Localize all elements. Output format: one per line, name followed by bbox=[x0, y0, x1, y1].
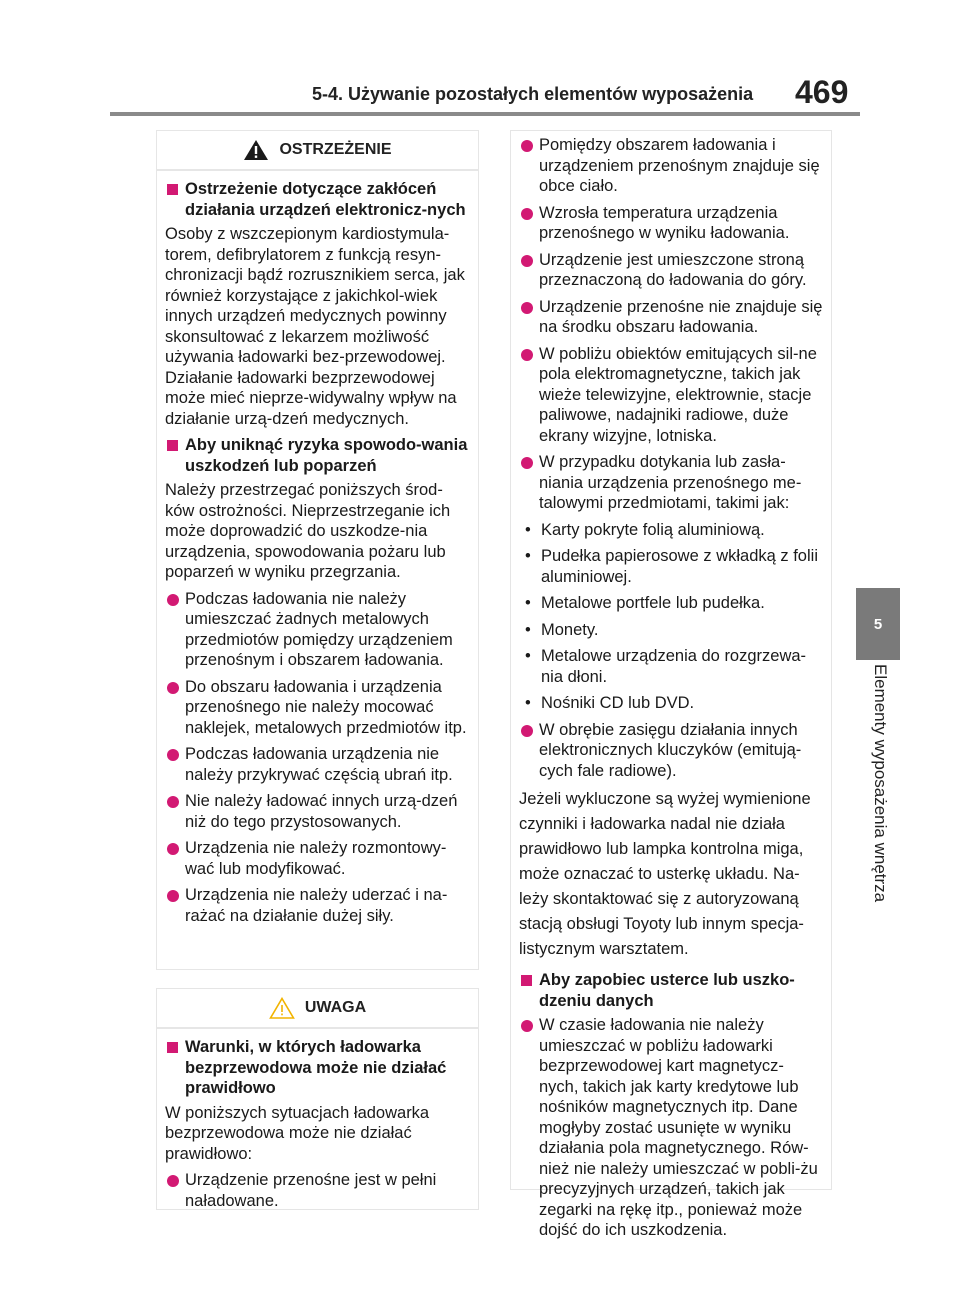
circle-bullet-icon bbox=[167, 796, 179, 808]
list-item bbox=[165, 791, 470, 832]
square-bullet-icon bbox=[521, 975, 532, 986]
notice-box bbox=[156, 988, 479, 1210]
heading-text: Ostrzeżenie dotyczące zakłóceń działania urządzeń elektronicz-nych bbox=[185, 180, 466, 219]
circle-bullet-icon bbox=[521, 457, 533, 469]
list-item bbox=[519, 344, 823, 447]
continuation-section-heading bbox=[519, 970, 823, 1011]
list-item bbox=[165, 885, 470, 926]
dot-bullet: • bbox=[525, 520, 531, 539]
page-number: 469 bbox=[795, 74, 849, 110]
list-item bbox=[165, 744, 470, 785]
list-item-text: Urządzenia nie należy rozmontowy-wać lub modyfikować. bbox=[185, 839, 447, 878]
notice-title: UWAGA bbox=[304, 998, 367, 1016]
page-header bbox=[300, 74, 860, 110]
square-bullet-icon bbox=[167, 440, 178, 451]
dot-bullet: • bbox=[525, 694, 531, 712]
circle-bullet-icon bbox=[521, 349, 533, 361]
list-item-text: Pomiędzy obszarem ładowania i urządzeniem przenośnym znajduje się obce ciało. bbox=[539, 136, 820, 195]
list-item-text: W przypadku dotykania lub zasła-niania urządzenia przenośnego me-talowymi przedmiotami, takimi jak: bbox=[539, 453, 802, 512]
sub-list-item bbox=[519, 693, 823, 714]
header-rule bbox=[110, 112, 860, 116]
dot-bullet: • bbox=[525, 547, 531, 565]
notice-paragraph: W poniższych sytuacjach ładowarka bezprzewodowa może nie działać prawidłowo: bbox=[165, 1103, 430, 1163]
list-item-text: W pobliżu obiektów emitujących sil-ne pola elektromagnetyczne, takich jak wieże telewizyjne, elektrownie, stacje paliwowe, nadajniki radiowe, duże ekrany wizyjne, lotniska. bbox=[539, 344, 817, 445]
list-item bbox=[165, 1170, 470, 1211]
chapter-number: 5 bbox=[873, 615, 883, 633]
list-item bbox=[519, 250, 823, 291]
warning-section-heading bbox=[165, 435, 470, 476]
circle-bullet-icon bbox=[521, 255, 533, 267]
list-item-text: Wzrosła temperatura urządzenia przenośnego w wyniku ładowania. bbox=[539, 203, 790, 242]
sub-list-item-text: Metalowe urządzenia do rozgrzewa-nia dłoni. bbox=[541, 647, 807, 686]
list-item-text: W czasie ładowania nie należy umieszczać w pobliżu ładowarki bezprzewodowej kart magnetycz-nych, takich jak karty kredytowe lub nośników magnetycznych itp. Dane mogłyby zostać usunięte w wyniku działania pola magnetycznego. Rów-nież nie należy umieszczać w pobli-żu precyzyjnych urządzeń, takich jak zegarki na rękę itp., ponieważ może dojść do ich uszkodzenia. bbox=[539, 1016, 818, 1239]
caution-triangle-icon bbox=[269, 997, 295, 1019]
circle-bullet-icon bbox=[167, 749, 179, 761]
list-item-text: Urządzenie przenośne nie znajduje się na środku obszaru ładowania. bbox=[539, 297, 823, 336]
dot-bullet: • bbox=[525, 594, 531, 612]
list-item-text: W obrębie zasięgu działania innych elektronicznych kluczyków (emitują-cych fale radiowe). bbox=[539, 720, 802, 780]
heading-text: Aby zapobiec usterce lub uszko-dzeniu danych bbox=[539, 971, 795, 1010]
warning-title: OSTRZEŻENIE bbox=[279, 140, 392, 158]
list-item bbox=[519, 452, 823, 514]
heading-text: Aby uniknąć ryzyka spowodo-wania uszkodzeń lub poparzeń bbox=[185, 436, 468, 475]
sub-list-item-text: Pudełka papierosowe z wkładką z folii aluminiowej. bbox=[541, 547, 818, 586]
circle-bullet-icon bbox=[167, 682, 179, 694]
warning-paragraph: Należy przestrzegać poniższych środ-ków ostrożności. Nieprzestrzeganie ich może doprowadzić do uszkodze-nia urządzenia, spowodowania pożaru lub poparzeń w wyniku przegrzania. bbox=[165, 481, 451, 581]
circle-bullet-icon bbox=[167, 890, 179, 902]
sub-list-item-text: Karty pokryte folią aluminiową. bbox=[541, 520, 765, 539]
section-title: 5-4. Używanie pozostałych elementów wyposażenia bbox=[312, 84, 754, 104]
warning-paragraph: Osoby z wszczepionym kardiostymula-torem, defibrylatorem z funkcją resyn-chronizacji bądź rozrusznikiem serca, jak również korzystające z jakichkol-wiek innych urządzeń medycznych powinny skonsultować z lekarzem możliwość używania ładowarki bez-przewodowej. Działanie ładowarki bezprzewodowej może mieć nieprze-widywalny wpływ na działanie urzą-dzeń medycznych. bbox=[165, 225, 465, 428]
sub-list-item-text: Nośniki CD lub DVD. bbox=[541, 694, 695, 712]
list-item-text: Urządzenie jest umieszczone stroną przeznaczoną do ładowania do góry. bbox=[539, 250, 807, 289]
circle-bullet-icon bbox=[521, 1020, 533, 1032]
list-item bbox=[519, 203, 823, 244]
list-item bbox=[519, 1015, 823, 1241]
list-item bbox=[165, 838, 470, 879]
chapter-label: Elementy wyposażenia wnętrza bbox=[871, 664, 890, 903]
list-item bbox=[519, 297, 823, 338]
list-item-text: Podczas ładowania nie należy umieszczać żadnych metalowych przedmiotów pomiędzy urządzeniem przenośnym i obszarem ładowania. bbox=[185, 589, 453, 669]
sub-list-item-text: Metalowe portfele lub pudełka. bbox=[541, 594, 765, 612]
warning-header bbox=[157, 131, 478, 171]
dot-bullet: • bbox=[525, 647, 531, 665]
circle-bullet-icon bbox=[167, 843, 179, 855]
sub-list-item bbox=[519, 620, 823, 641]
notice-continuation-box bbox=[510, 130, 832, 1239]
list-item-text: Urządzenia nie należy uderzać i na-rażać na działanie dużej siły. bbox=[185, 886, 448, 925]
heading-text: Warunki, w których ładowarka bezprzewodowa może nie działać prawidłowo bbox=[185, 1038, 447, 1097]
list-item-text: Nie należy ładować innych urzą-dzeń niż do tego przystosowanych. bbox=[185, 792, 458, 831]
circle-bullet-icon bbox=[167, 594, 179, 606]
chapter-tab bbox=[856, 588, 900, 660]
circle-bullet-icon bbox=[521, 208, 533, 220]
warning-triangle-icon bbox=[243, 139, 269, 161]
square-bullet-icon bbox=[167, 184, 178, 195]
circle-bullet-icon bbox=[167, 1175, 179, 1187]
sub-list-item-text: Monety. bbox=[541, 620, 599, 639]
sub-list-item bbox=[519, 646, 823, 687]
notice-header bbox=[157, 989, 478, 1029]
list-item-text: Podczas ładowania urządzenia nie należy przykrywać częścią ubrań itp. bbox=[185, 745, 453, 784]
circle-bullet-icon bbox=[521, 725, 533, 737]
sub-list-item bbox=[519, 520, 823, 541]
square-bullet-icon bbox=[167, 1042, 178, 1053]
warning-box bbox=[156, 130, 479, 970]
list-item bbox=[519, 135, 823, 197]
list-item bbox=[519, 720, 823, 782]
sub-list-item bbox=[519, 593, 823, 614]
list-item bbox=[165, 677, 470, 739]
dot-bullet: • bbox=[525, 620, 531, 639]
continuation-paragraph: Jeżeli wykluczone są wyżej wymienione czynniki i ładowarka nadal nie działa prawidłowo lub lampka kontrolna miga, może oznaczać to usterkę układu. Na-leży skontaktować się z autoryzowaną stacją obsługi Toyoty lub innym specja-listycznym warsztatem. bbox=[519, 790, 811, 958]
circle-bullet-icon bbox=[521, 302, 533, 314]
circle-bullet-icon bbox=[521, 140, 533, 152]
list-item-text: Do obszaru ładowania i urządzenia przenośnego nie należy mocować naklejek, metalowych przedmiotów itp. bbox=[185, 677, 467, 737]
notice-section-heading bbox=[165, 1037, 470, 1099]
list-item bbox=[165, 589, 470, 671]
list-item-text: Urządzenie przenośne jest w pełni naładowane. bbox=[185, 1171, 437, 1210]
warning-section-heading bbox=[165, 179, 470, 220]
sub-list-item bbox=[519, 546, 823, 587]
